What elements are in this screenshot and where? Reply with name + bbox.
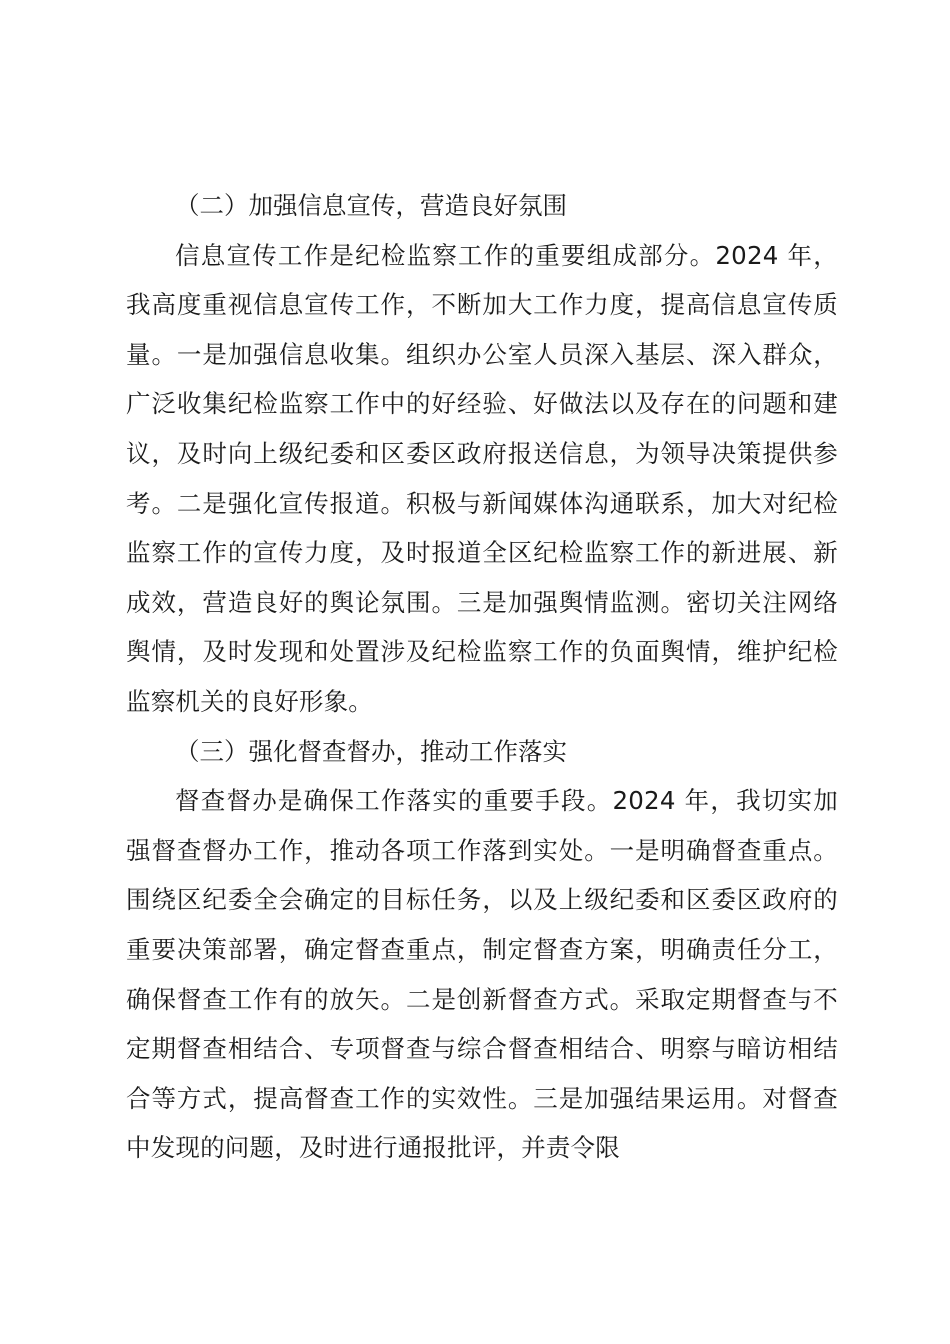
section-paragraph-2: 信息宣传工作是纪检监察工作的重要组成部分。2024 年，我高度重视信息宣传工作，不断加大工作力度，提高信息宣传质量。一是加强信息收集。组织办公室人员深入基层、深入群众，广泛收集纪检监察工作中的好经验、好做法以及存在的问题和建议，及时向上级纪委和区委区政府报送信息，为领导决策提供参考。二是强化宣传报道。积极与新闻媒体沟通联系，加大对纪检监察工作的宣传力度，及时报道全区纪检监察工作的新进展、新成效，营造良好的舆论氛围。三是加强舆情监测。密切关注网络舆情，及时发现和处置涉及纪检监察工作的负面舆情，维护纪检监察机关的良好形象。 <box>126 240 838 716</box>
section-paragraph-3: 督查督办是确保工作落实的重要手段。2024 年，我切实加强督查督办工作，推动各项工作落到实处。一是明确督查重点。围绕区纪委全会确定的目标任务，以及上级纪委和区委区政府的重要决策部署，确定督查重点，制定督查方案，明确责任分工，确保督查工作有的放矢。二是创新督查方式。采取定期督查与不定期督查相结合、专项督查与综合督查相结合、明察与暗访相结合等方式，提高督查工作的实效性。三是加强结果运用。对督查中发现的问题，及时进行通报批评，并责令限 <box>126 786 838 1163</box>
section-heading-2: （二）加强信息宣传，营造良好氛围 <box>175 191 567 220</box>
section-heading-3: （三）强化督查督办，推动工作落实 <box>175 736 567 766</box>
document-body <box>126 181 838 1173</box>
